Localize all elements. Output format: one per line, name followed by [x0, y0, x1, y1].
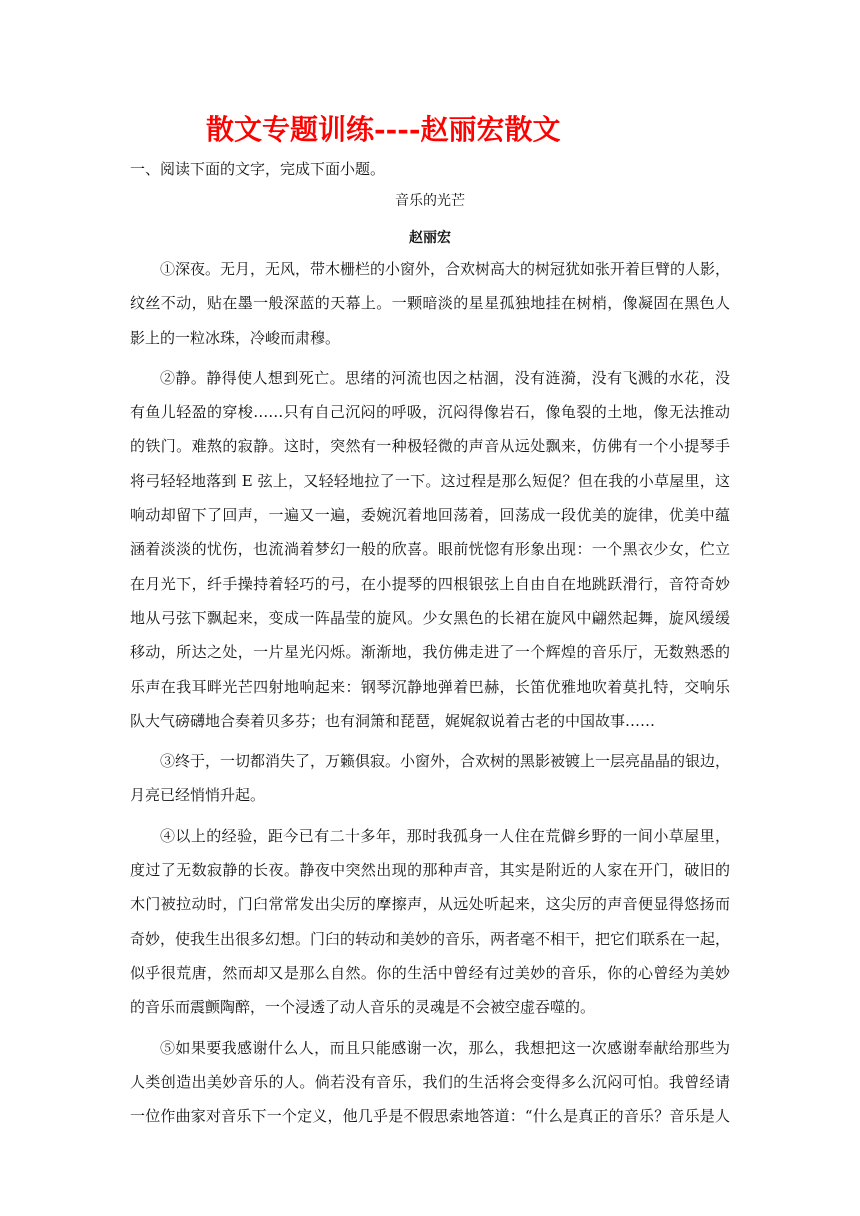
paragraph-line: 似乎很荒唐，然而却又是那么自然。你的生活中曾经有过美妙的音乐，你的心曾经为美妙	[130, 963, 730, 982]
paragraph-line: 一位作曲家对音乐下一个定义，他几乎是不假思索地答道：“什么是真正的音乐？音乐是人	[130, 1107, 730, 1126]
paragraph-1	[130, 252, 730, 355]
paragraph-line: ④以上的经验，距今已有二十多年，那时我孤身一人住在荒僻乡野的一间小草屋里，	[160, 826, 730, 845]
paragraph-line: ⑤如果要我感谢什么人，而且只能感谢一次，那么，我想把这一次感谢奉献给那些为	[160, 1038, 730, 1057]
paragraph-5	[130, 1031, 730, 1134]
paragraph-line: 队大气磅礴地合奏着贝多芬；也有洞箫和琵琶，娓娓叙说着古老的中国故事……	[130, 711, 656, 730]
paragraph-line: 月亮已经悄悄升起。	[130, 786, 266, 805]
paragraph-line: 的铁门。难熬的寂静。这时，突然有一种极轻微的声音从远处飘来，仿佛有一个小提琴手	[130, 437, 730, 456]
paragraph-line: 有鱼儿轻盈的穿梭……只有自己沉闷的呼吸，沉闷得像岩石，像龟裂的土地，像无法推动	[130, 403, 730, 422]
paragraph-line: 奇妙，使我生出很多幻想。门臼的转动和美妙的音乐，两者毫不相干，把它们联系在一起，	[130, 929, 730, 948]
paragraph-line: 移动，所达之处，一片星光闪烁。渐渐地，我仿佛走进了一个辉煌的音乐厅，无数熟悉的	[130, 643, 730, 662]
question-intro: 一、阅读下面的文字，完成下面小题。	[130, 160, 386, 178]
paragraph-line: 乐声在我耳畔光芒四射地响起来：钢琴沉静地弹着巴赫，长笛优雅地吹着莫扎特，交响乐	[130, 677, 730, 696]
paragraph-line: ①深夜。无月，无风，带木栅栏的小窗外，合欢树高大的树冠犹如张开着巨臂的人影，	[160, 260, 730, 278]
paragraph-2	[130, 361, 730, 738]
paragraph-4	[130, 819, 730, 1025]
paragraph-line: 度过了无数寂静的长夜。静夜中突然出现的那种声音，其实是附近的人家在开门，破旧的	[130, 861, 730, 880]
paragraph-line: 响动却留下了回声，一遍又一遍，委婉沉着地回荡着，回荡成一段优美的旋律，优美中蕴	[130, 506, 730, 525]
paragraph-3	[130, 744, 730, 813]
paragraph-line: 地从弓弦下飘起来，变成一阵晶莹的旋风。少女黑色的长裙在旋风中翩然起舞，旋风缓缓	[130, 608, 730, 627]
passage-title: 音乐的光芒	[395, 193, 465, 209]
paragraph-line: 影上的一粒冰珠，冷峻而肃穆。	[130, 328, 341, 347]
passage-body	[130, 252, 730, 1133]
paragraph-line: 涵着淡淡的忧伤，也流淌着梦幻一般的欣喜。眼前恍惚有形象出现：一个黑衣少女，伫立	[130, 540, 730, 559]
paragraph-line: 人类创造出美妙音乐的人。倘若没有音乐，我们的生活将会变得多么沉闷可怕。我曾经请	[130, 1072, 730, 1091]
document-title: 散文专题训练----赵丽宏散文	[206, 113, 561, 146]
paragraph-line: 的音乐而震颤陶醉，一个浸透了动人音乐的灵魂是不会被空虚吞噬的。	[130, 998, 596, 1017]
paragraph-line: 将弓轻轻地落到 E 弦上，又轻轻地拉了一下。这过程是那么短促？但在我的小草屋里，这	[130, 471, 730, 490]
passage-author: 赵丽宏	[409, 230, 451, 246]
paragraph-line: 纹丝不动，贴在墨一般深蓝的天幕上。一颗暗淡的星星孤独地挂在树梢，像凝固在黑色人	[130, 294, 730, 313]
paragraph-line: ②静。静得使人想到死亡。思绪的河流也因之枯涸，没有涟漪，没有飞溅的水花，没	[160, 368, 730, 387]
paragraph-line: ③终于，一切都消失了，万籁俱寂。小窗外，合欢树的黑影被镀上一层亮晶晶的银边，	[160, 752, 730, 771]
paragraph-line: 木门被拉动时，门臼常常发出尖厉的摩擦声，从远处听起来，这尖厉的声音便显得悠扬而	[130, 895, 730, 914]
paragraph-line: 在月光下，纤手操持着轻巧的弓，在小提琴的四根银弦上自由自在地跳跃滑行，音符奇妙	[130, 574, 730, 593]
